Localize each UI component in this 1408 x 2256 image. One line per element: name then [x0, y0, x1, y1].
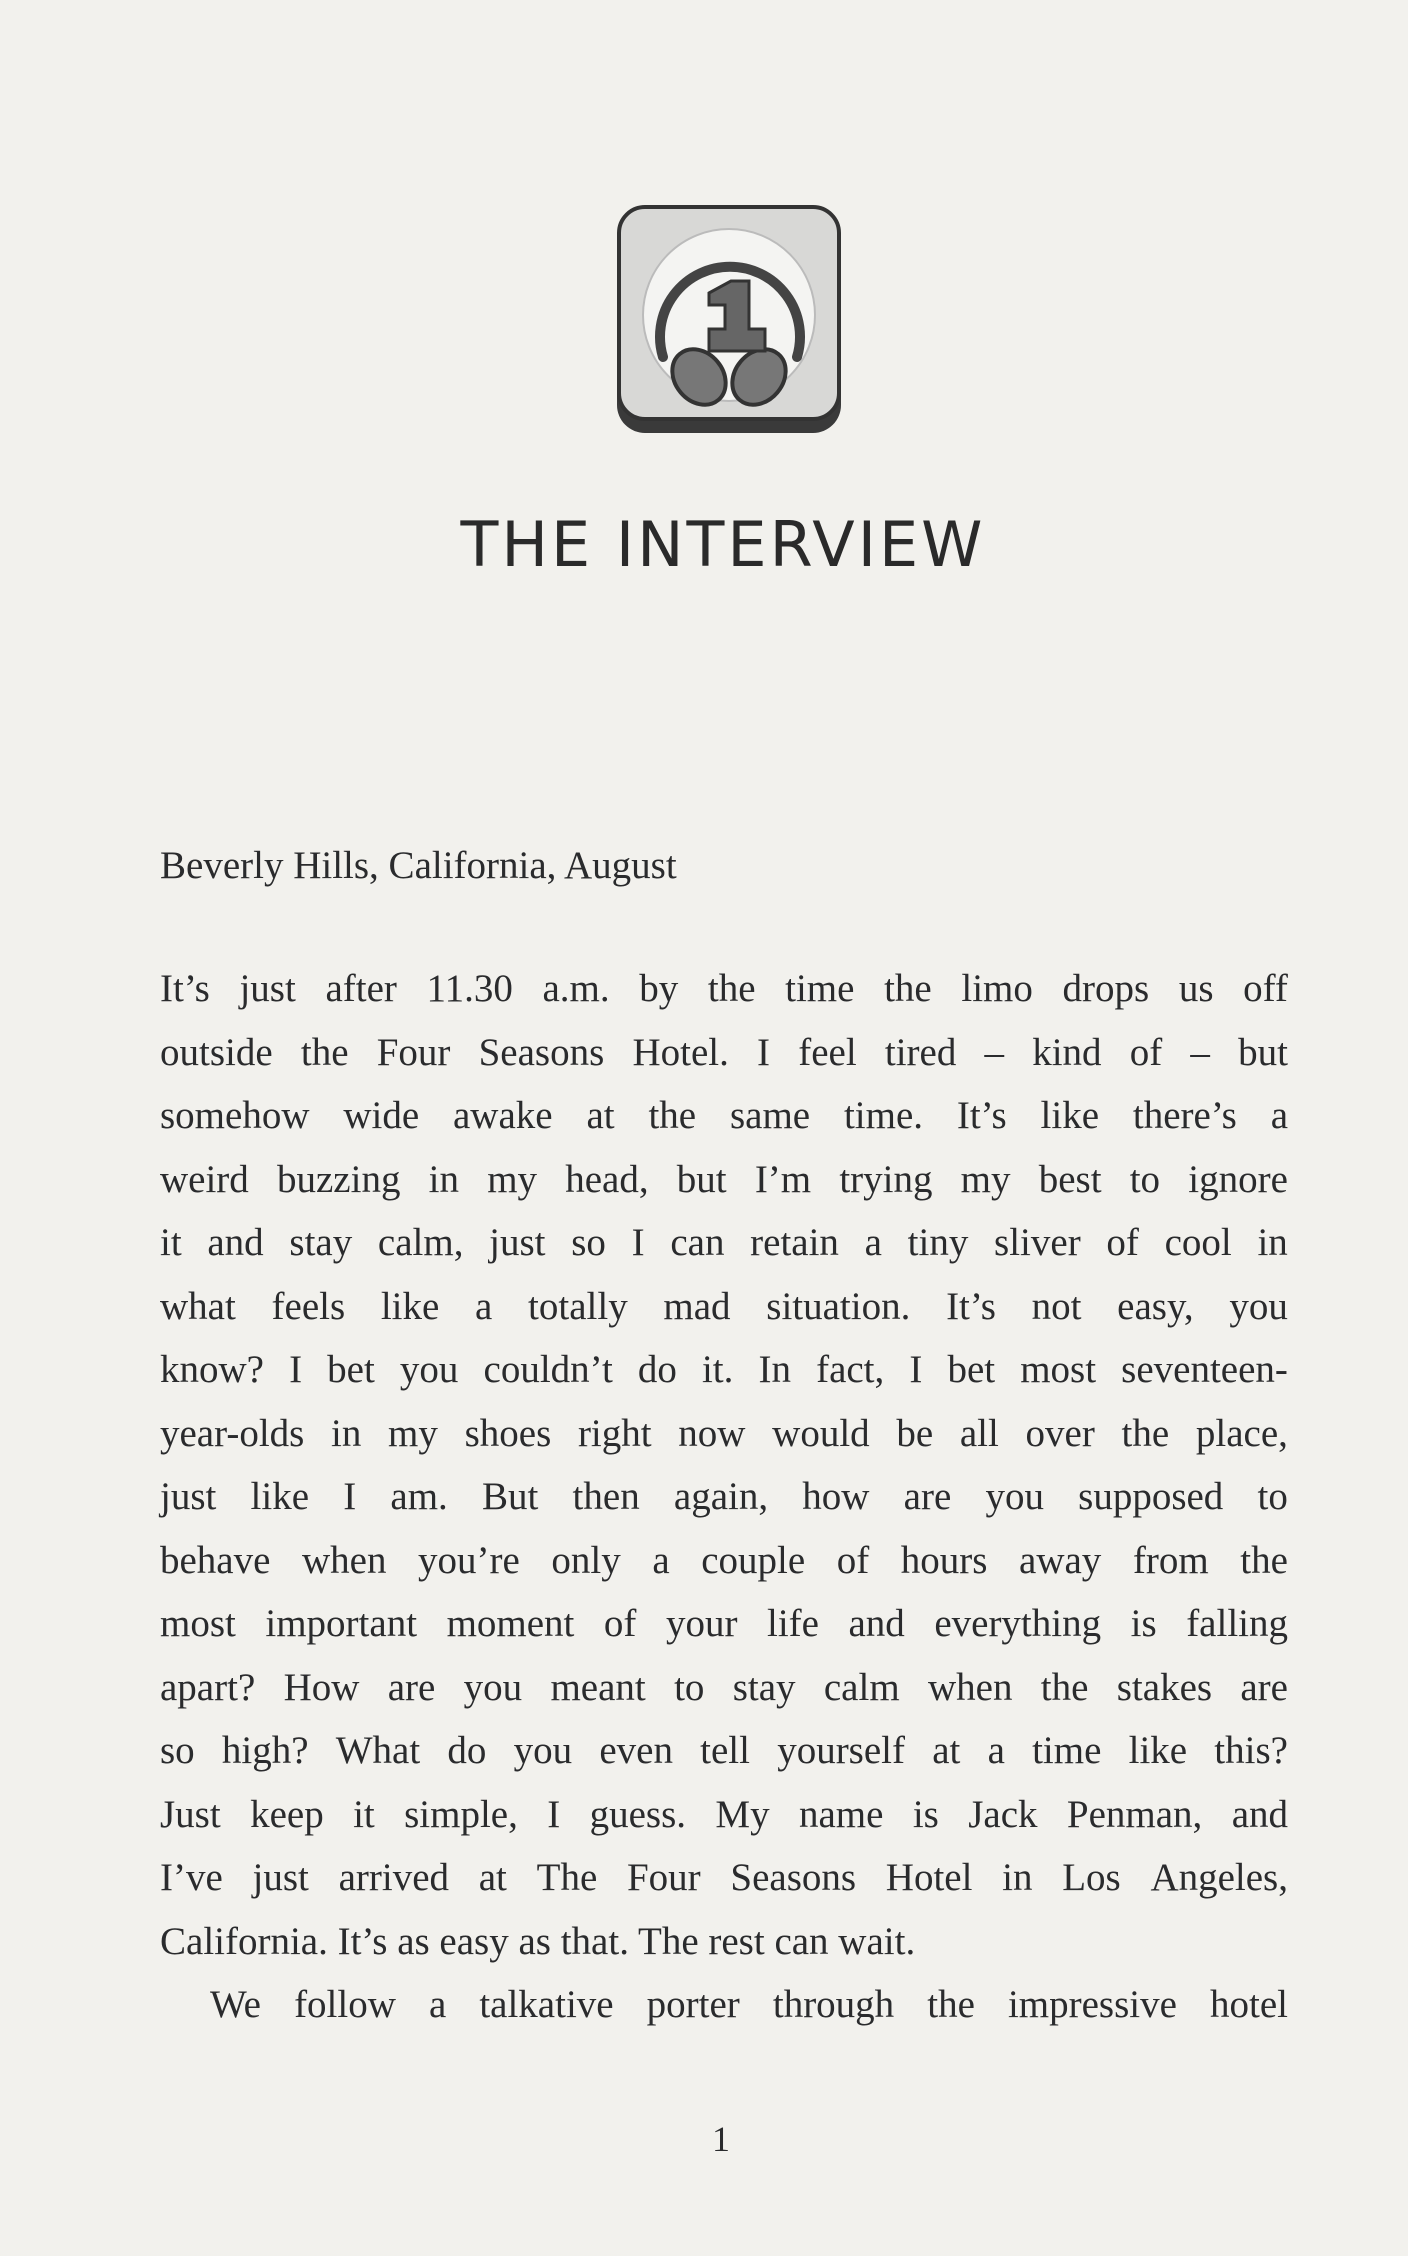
text-line: weird buzzing in my head, but I’m trying my best to ignore — [160, 1157, 1288, 1201]
text-line: so high? What do you even tell yourself at a time like this? — [160, 1729, 1288, 1772]
text-line: know? I bet you couldn’t do it. In fact, I bet most seventeen- — [160, 1348, 1288, 1391]
chapter-headphones-icon — [611, 201, 847, 439]
text-line: most important moment of your life and everything is falling — [160, 1602, 1288, 1645]
text-line: what feels like a totally mad situation. It’s not easy, you — [160, 1284, 1288, 1328]
text-line: I’ve just arrived at The Four Seasons Hotel in Los Angeles, — [160, 1856, 1288, 1899]
text-line: just like I am. But then again, how are you supposed to — [160, 1475, 1288, 1518]
page-number: 1 — [712, 2119, 730, 2159]
text-line: It’s just after 11.30 a.m. by the time the limo drops us off — [160, 967, 1288, 1010]
text-line: year-olds in my shoes right now would be all over the place, — [160, 1411, 1288, 1455]
text-line: outside the Four Seasons Hotel. I feel tired – kind of – but — [160, 1030, 1288, 1074]
body-text — [160, 957, 1288, 2037]
text-line: Just keep it simple, I guess. My name is Jack Penman, and — [160, 1792, 1288, 1836]
text-line: somehow wide awake at the same time. It’s like there’s a — [160, 1094, 1288, 1137]
text-line: it and stay calm, just so I can retain a tiny sliver of cool in — [160, 1221, 1288, 1264]
chapter-title: THE INTERVIEW — [460, 508, 986, 581]
text-line: apart? How are you meant to stay calm when the stakes are — [160, 1665, 1288, 1709]
text-line: California. It’s as easy as that. The rest can wait. — [160, 1919, 916, 1963]
text-line: We follow a talkative porter through the impressive hotel — [210, 1983, 1288, 2026]
text-line: behave when you’re only a couple of hours away from the — [160, 1538, 1288, 1582]
place-date-line: Beverly Hills, California, August — [160, 844, 677, 887]
